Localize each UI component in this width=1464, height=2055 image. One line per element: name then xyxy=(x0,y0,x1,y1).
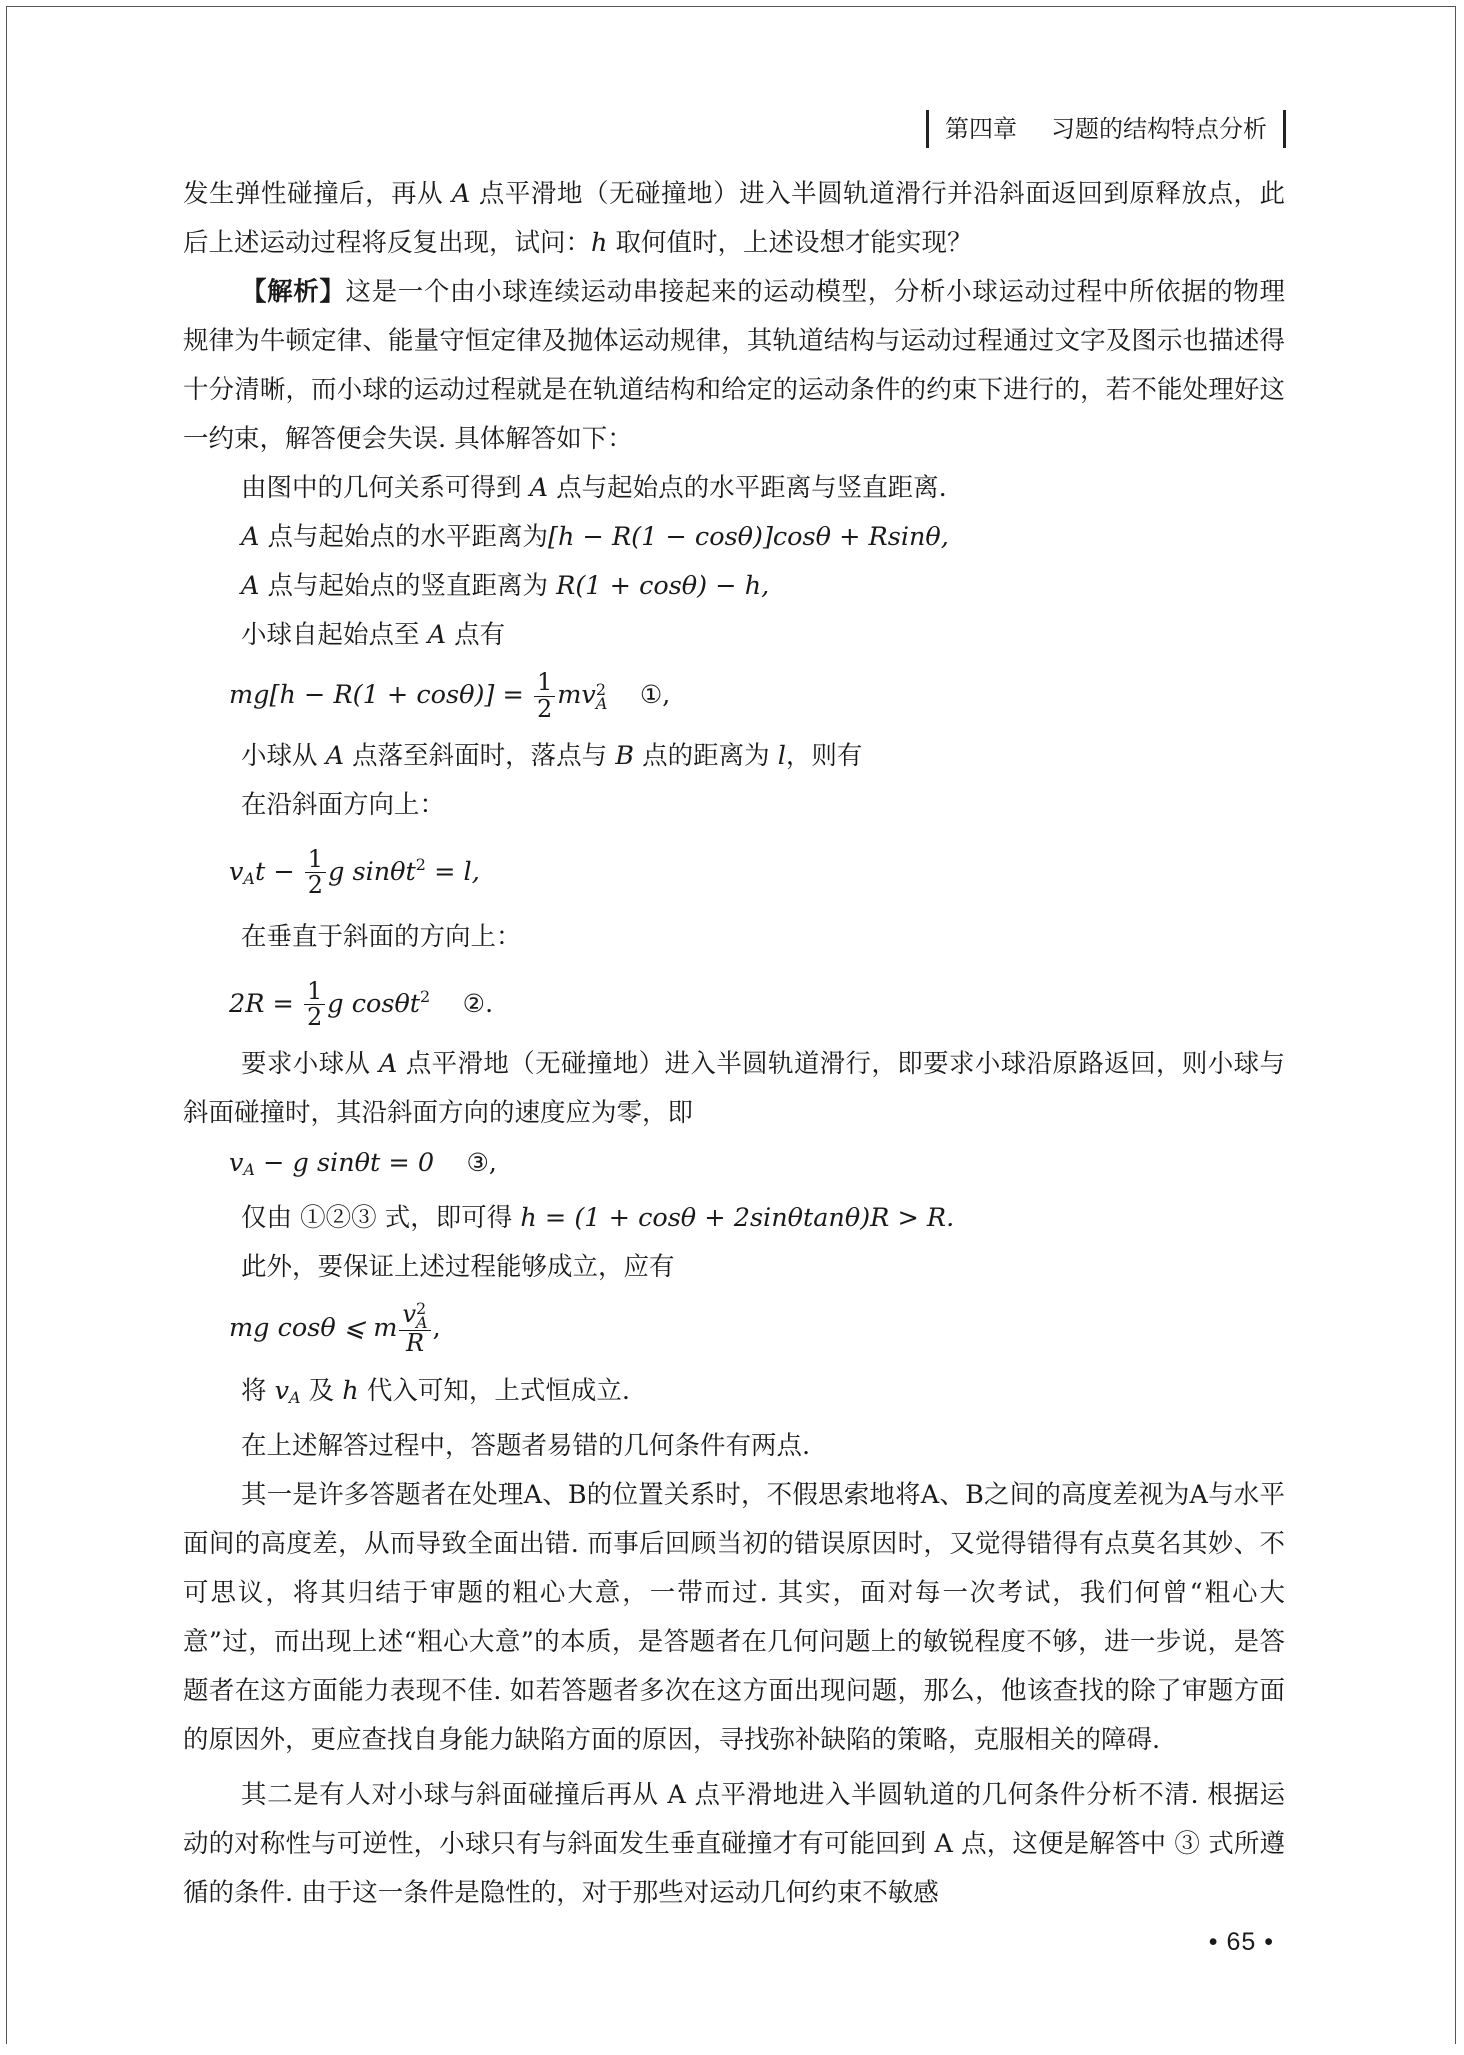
text-run: 点的距离为 xyxy=(634,740,778,771)
subscript: A xyxy=(243,1160,255,1180)
analysis-tag: 【解析】 xyxy=(241,277,346,307)
equation-tag: ③, xyxy=(466,1148,497,1178)
superscript: 2 xyxy=(595,680,607,699)
formula: t − xyxy=(254,856,303,887)
subscript: A xyxy=(243,868,255,888)
denominator: 2 xyxy=(307,1003,323,1032)
symbol-A: A xyxy=(378,1049,398,1080)
text-run: 取何值时，上述设想才能实现？ xyxy=(607,228,973,258)
symbol-A: A xyxy=(451,179,471,209)
symbol-v: v xyxy=(229,1148,244,1179)
text-run: 仅由 ①②③ 式，即可得 xyxy=(241,1203,521,1234)
symbol-v: v xyxy=(274,1375,290,1406)
solution-line: 在垂直于斜面的方向上： xyxy=(241,921,522,952)
equation-1 xyxy=(229,660,1285,732)
numerator xyxy=(399,1299,430,1333)
page-body xyxy=(183,170,1285,1918)
text-run: 小球从 xyxy=(241,740,326,771)
denominator: 2 xyxy=(307,871,324,900)
text-run: 及 xyxy=(300,1375,343,1406)
running-header xyxy=(926,110,1286,148)
equation-2 xyxy=(229,830,1285,913)
text-run: 点有 xyxy=(446,620,506,650)
fraction xyxy=(534,670,555,721)
formula: h = (1 + cosθ + 2sinθtanθ)R > R. xyxy=(520,1203,955,1234)
symbol-l: l xyxy=(777,740,786,771)
text-run: 点与起始点的水平距离与竖直距离. xyxy=(548,473,947,503)
text-run: 点与起始点的水平距离为 xyxy=(259,522,549,552)
text-run: 点与起始点的竖直距离为 xyxy=(259,571,557,601)
analysis-text: 这是一个由小球连续运动串接起来的运动模型，分析小球运动过程中所依据的物理规律为牛顿定律、能量守恒定律及抛体运动规律，其轨道结构与运动过程通过文字及图示也描述得十分清晰，而小球的运动过程就是在轨道结构和给定的运动条件的约束下进行的，若不能处理好这一约束，解答便会失误. 具体解答如下： xyxy=(183,277,1285,454)
discussion-paragraph-one: 其一是许多答题者在处理A、B的位置关系时，不假思索地将A、B之间的高度差视为A与水平面间的高度差，从而导致全面出错. 而事后回顾当初的错误原因时，又觉得错得有点莫名其妙、不可思议，将其归结于审题的粗心大意，一带而过. 其实，面对每一次考试，我们何曾“粗心大意”过，而出现上述“粗心大意”的本质，是答题者在几何问题上的敏锐程度不够，进一步说，是答题者在这方面能力表现不佳. 如若答题者多次在这方面出现问题，那么，他该查找的除了审题方面的原因外，更应查找自身能力缺陷方面的原因，寻找弥补缺陷的策略，克服相关的障碍. xyxy=(183,1479,1285,1755)
text-run: 代入可知，上式恒成立. xyxy=(358,1375,630,1406)
solution-line xyxy=(183,1194,1285,1243)
symbol-A: A xyxy=(325,740,345,771)
equation-5 xyxy=(229,1292,1285,1366)
text-run: 将 xyxy=(241,1375,275,1406)
formula: mg[h − R(1 + cosθ)] = xyxy=(229,680,532,710)
chapter-label: 第四章 xyxy=(945,115,1017,143)
numerator: 1 xyxy=(534,670,555,696)
formula: R(1 + cosθ) − h, xyxy=(556,571,770,601)
numerator: 1 xyxy=(304,979,325,1005)
solution-line xyxy=(183,611,1285,660)
symbol-A: A xyxy=(427,620,447,650)
sup-sub xyxy=(595,680,608,713)
denominator: R xyxy=(405,1329,425,1358)
text-run: 点平滑地（无碰撞地）进入半圆轨道滑行，即要求小球沿原路返回，则小球与斜面碰撞时，其沿斜面方向的速度应为零，即 xyxy=(183,1049,1286,1129)
equation-tag: ①, xyxy=(639,680,671,709)
discussion-paragraph-two: 其二是有人对小球与斜面碰撞后再从 A 点平滑地进入半圆轨道的几何条件分析不清. 根据运动的对称性与可逆性，小球只有与斜面发生垂直碰撞才有可能回到 A 点，这便是解答中 ③ 式所遵循的条件. 由于这一条件是隐性的，对于那些对运动几何约束不敏感 xyxy=(183,1779,1285,1908)
analysis-paragraph xyxy=(183,268,1285,464)
text-run: 小球自起始点至 xyxy=(241,620,428,650)
fraction xyxy=(304,979,325,1030)
symbol-v: v xyxy=(402,1300,417,1329)
symbol-v: v xyxy=(229,856,244,887)
solution-line xyxy=(183,1367,1285,1422)
symbol-h: h xyxy=(342,1375,359,1406)
formula: , xyxy=(432,1313,441,1344)
formula: g cosθt xyxy=(327,988,421,1019)
fraction xyxy=(305,847,326,898)
formula: [h − R(1 − cosθ)]cosθ + Rsinθ, xyxy=(548,522,949,552)
solution-line xyxy=(183,732,1285,781)
solution-line: 此外，要保证上述过程能够成立，应有 xyxy=(241,1252,675,1283)
formula: mv xyxy=(557,680,596,710)
symbol-A: A xyxy=(241,571,260,601)
solution-line: 在上述解答过程中，答题者易错的几何条件有两点. xyxy=(241,1430,811,1461)
formula: − g sinθt = 0 xyxy=(254,1148,435,1179)
text-run: 点平滑地（无碰撞地）进入半圆轨道滑行并沿斜面返回到原释放点，此后上述运动过程将反复出现，试问： xyxy=(183,179,1286,258)
bottom-edge xyxy=(0,2044,1464,2055)
solution-line xyxy=(183,464,1285,513)
formula: = l, xyxy=(425,856,480,887)
symbol-h: h xyxy=(591,228,608,258)
equation-tag: ②. xyxy=(462,988,494,1018)
text-run: 点落至斜面时，落点与 xyxy=(344,740,616,771)
subscript: A xyxy=(595,694,608,713)
text-run: 要求小球从 xyxy=(241,1049,379,1080)
chapter-title: 习题的结构特点分析 xyxy=(1051,115,1267,143)
page-number: • 65 • xyxy=(1208,1928,1274,1956)
subscript: A xyxy=(289,1387,301,1407)
formula: 2R = xyxy=(229,988,303,1019)
text-run: 由图中的几何关系可得到 xyxy=(241,473,530,503)
denominator: 2 xyxy=(536,694,553,723)
formula: g sinθt xyxy=(328,856,416,887)
fraction xyxy=(399,1299,430,1358)
text-run: 发生弹性碰撞后，再从 xyxy=(183,179,452,209)
paragraph-continued xyxy=(183,170,1285,268)
symbol-A: A xyxy=(241,522,260,552)
solution-line: 在沿斜面方向上： xyxy=(241,789,446,820)
superscript: 2 xyxy=(416,1299,427,1319)
sup-sub xyxy=(416,1299,428,1333)
symbol-B: B xyxy=(615,740,634,771)
equation-4 xyxy=(229,1138,1285,1194)
symbol-A: A xyxy=(529,473,549,503)
equation-3 xyxy=(229,962,1285,1041)
formula: mg cosθ ⩽ m xyxy=(229,1313,398,1344)
solution-line xyxy=(183,1040,1285,1138)
text-run: ，则有 xyxy=(785,740,863,771)
superscript: 2 xyxy=(420,986,431,1006)
solution-line xyxy=(183,562,1285,611)
subscript: A xyxy=(416,1313,428,1333)
numerator: 1 xyxy=(305,847,326,873)
superscript: 2 xyxy=(415,854,426,874)
solution-line xyxy=(183,513,1285,562)
